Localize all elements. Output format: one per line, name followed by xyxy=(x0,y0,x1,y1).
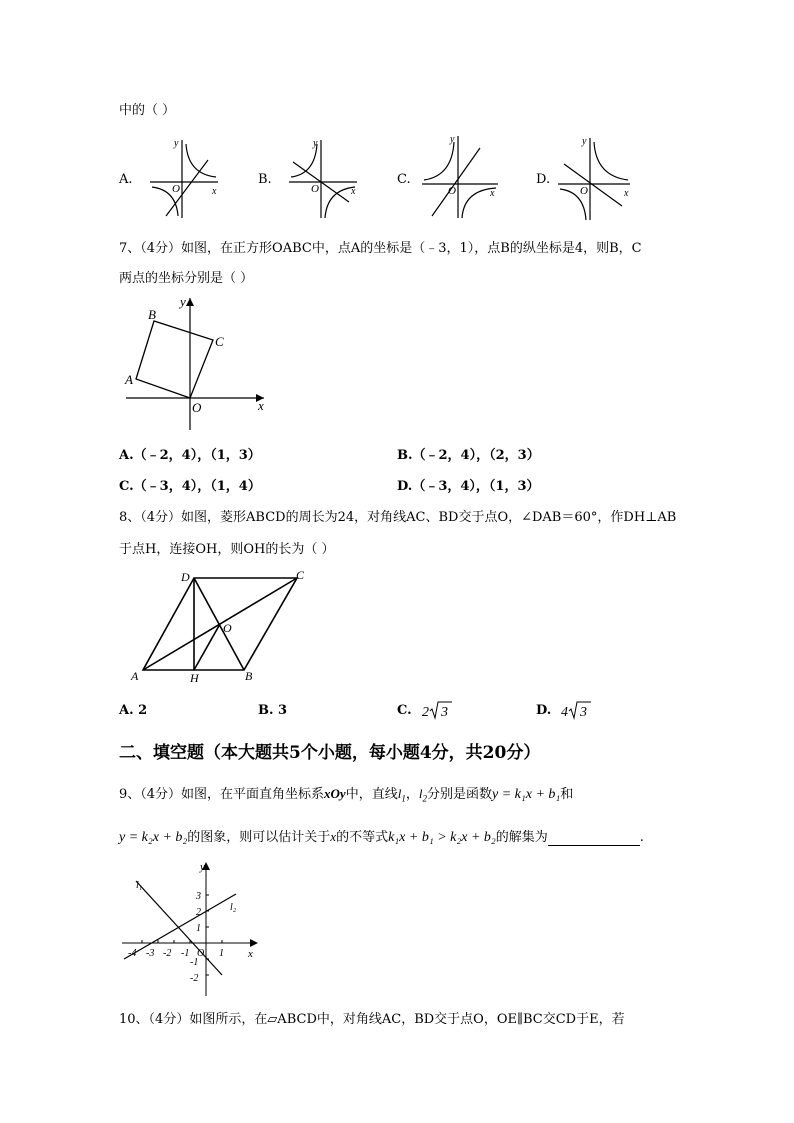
q8-label-d: D xyxy=(181,570,190,584)
q7-label-b: B xyxy=(148,307,156,322)
q8-option-c-label: C. xyxy=(397,703,412,718)
q6-c-origin-label: O xyxy=(448,185,456,197)
q9-origin: O xyxy=(197,948,205,959)
q9-y-label: y xyxy=(200,861,205,873)
q8-label-b: B xyxy=(245,669,253,683)
q9-func1: y = k₁x + b₁ xyxy=(492,787,561,802)
q6-graph-b xyxy=(285,136,365,220)
q9-period: . xyxy=(639,830,644,845)
q9-ytick-1: 1 xyxy=(196,923,201,934)
q9-xtick-1: 1 xyxy=(219,948,224,959)
q6-d-x-label: x xyxy=(624,188,629,199)
q7-option-b: B.（﹣2，4），（2，3） xyxy=(397,448,540,463)
q8-option-d-coef: 4 xyxy=(561,705,568,720)
q6-graph-c xyxy=(420,132,504,220)
q9-line1 xyxy=(119,786,573,807)
q9-l2: l xyxy=(418,786,423,801)
q6-a-y-label: y xyxy=(174,138,179,149)
q7-option-c: C.（﹣3，4），（1，4） xyxy=(119,479,261,494)
q7-label-x: x xyxy=(258,398,264,413)
q9-line2-mid: 的图象，则可以估计关于 xyxy=(187,830,331,845)
q9-line1-end: 和 xyxy=(560,787,574,802)
q7-square-figure xyxy=(118,294,278,434)
q9-sep: ， xyxy=(405,787,419,802)
q8-option-c-radicand: 3 xyxy=(441,705,448,720)
q8-line1: 8、（4分）如图，菱形ABCD的周长为24，对角线AC、BD交于点O，∠DAB＝60°，作DH⊥AB xyxy=(119,510,677,525)
q6-option-a-label: A. xyxy=(119,172,133,187)
q6-c-y-label: y xyxy=(450,134,455,145)
q9-graph xyxy=(116,858,266,998)
q8-label-c: C xyxy=(296,568,305,582)
q9-l2-label: l₂ xyxy=(230,902,237,913)
q9-line2-mid2: 的不等式 xyxy=(336,830,389,845)
q9-l1-sub: 1 xyxy=(401,793,406,804)
q9-line1-prefix: 9、（4分）如图，在平面直角坐标系 xyxy=(119,787,325,802)
q8-option-a: A. 2 xyxy=(119,703,148,718)
q9-xoy: xOy xyxy=(324,786,346,801)
q9-l2-sub: 2 xyxy=(422,793,427,804)
q6-d-origin-label: O xyxy=(580,185,588,197)
q9-x-label: x xyxy=(248,948,253,960)
q8-label-a: A xyxy=(131,669,139,683)
q6-a-x-label: x xyxy=(212,186,217,197)
q8-option-c-value xyxy=(420,698,454,722)
q7-label-o: O xyxy=(192,400,202,415)
q9-var-x: x xyxy=(330,829,337,844)
q6-graph-d xyxy=(556,134,636,222)
q6-b-y-label: y xyxy=(313,138,318,149)
q9-ytick-neg1: -1 xyxy=(190,957,199,968)
q10-line: 10、（4分）如图所示，在▱ABCD中，对角线AC，BD交于点O，OE∥BC交CD于E，若 xyxy=(119,1012,625,1027)
q9-xtick-neg4: -4 xyxy=(128,948,137,959)
q7-label-c: C xyxy=(215,334,224,349)
q8-option-d-value xyxy=(559,698,593,722)
q7-label-a: A xyxy=(125,372,133,387)
q8-label-h: H xyxy=(190,671,199,685)
q6-option-d-label: D. xyxy=(536,172,551,187)
q9-inequality: k₁x + b₁ > k₂x + b₂ xyxy=(388,830,496,845)
q9-l1-label: l₁ xyxy=(136,880,143,891)
q9-ytick-2: 2 xyxy=(196,907,201,918)
q6-b-origin-label: O xyxy=(311,183,319,195)
q9-ytick-3: 3 xyxy=(196,891,201,902)
q8-rhombus-figure xyxy=(128,568,318,684)
q8-option-b: B. 3 xyxy=(258,703,288,718)
q9-xtick-neg3: -3 xyxy=(146,948,155,959)
q6-option-c-label: C. xyxy=(397,172,411,187)
q6-option-b-label: B. xyxy=(258,172,272,187)
q6-d-y-label: y xyxy=(582,136,587,147)
q8-option-c-coef: 2 xyxy=(422,705,429,720)
q8-label-o: O xyxy=(223,621,232,635)
q6-b-x-label: x xyxy=(351,186,356,197)
q9-func2: y = k₂x + b₂ xyxy=(119,830,188,845)
q7-line1: 7、（4分）如图，在正方形OABC中，点A的坐标是（﹣3，1），点B的纵坐标是4，则B，C xyxy=(119,241,642,256)
q9-line1-mid: 中，直线 xyxy=(345,787,398,802)
q7-option-d: D.（﹣3，4），（1，3） xyxy=(397,479,540,494)
q6-graph-a xyxy=(146,136,226,220)
q9-ytick-neg2: -2 xyxy=(190,973,199,984)
q6-a-origin-label: O xyxy=(172,183,180,195)
q9-answer-blank[interactable] xyxy=(548,833,640,846)
q9-l1: l xyxy=(397,786,402,801)
q7-label-y: y xyxy=(180,294,186,309)
q6-tail: 中的（ ） xyxy=(119,103,176,118)
q9-line2 xyxy=(119,829,644,846)
q8-line2: 于点H，连接OH，则OH的长为（ ） xyxy=(119,542,335,557)
section-2-title: 二、填空题（本大题共5个小题，每小题4分，共20分） xyxy=(119,743,541,763)
q7-line2: 两点的坐标分别是（ ） xyxy=(119,271,254,286)
q9-line2-end: 的解集为 xyxy=(495,830,548,845)
q9-xtick-neg2: -2 xyxy=(163,948,172,959)
q9-xtick-neg1: -1 xyxy=(181,948,190,959)
q8-option-d-label: D. xyxy=(536,703,552,718)
q7-option-a: A.（﹣2，4），（1，3） xyxy=(119,448,261,463)
q8-option-d-radicand: 3 xyxy=(580,705,587,720)
q9-line1-mid2: 分别是函数 xyxy=(427,787,493,802)
q6-c-x-label: x xyxy=(490,188,495,199)
